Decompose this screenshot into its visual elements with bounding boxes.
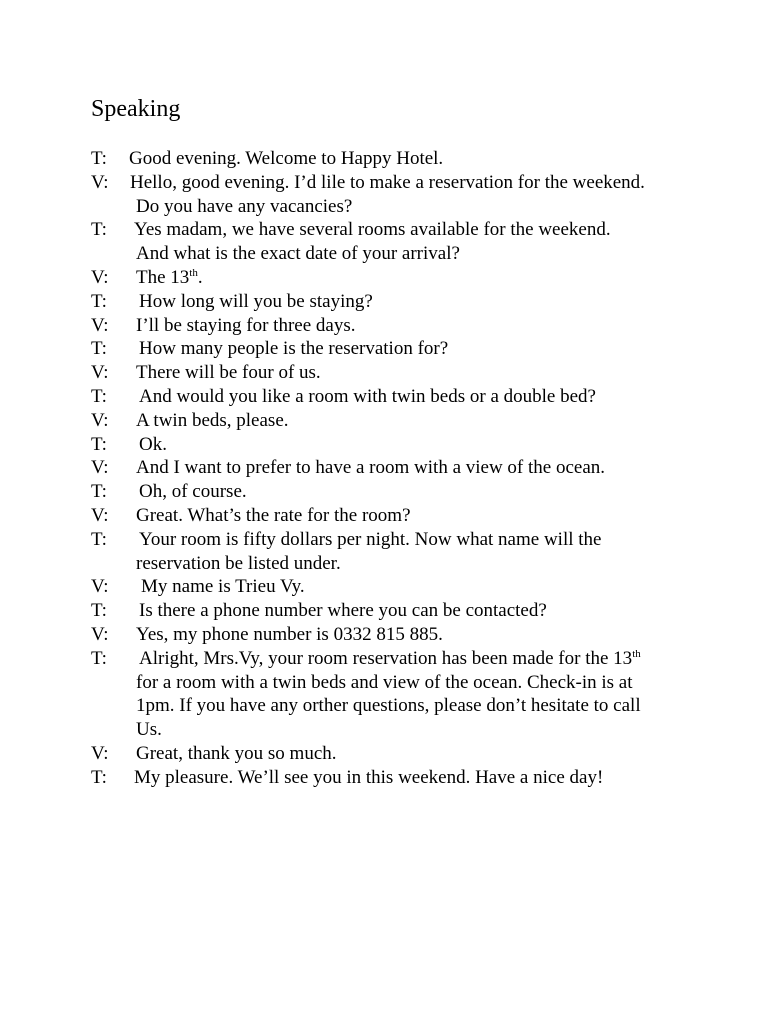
- dialogue-line: [91, 742, 711, 766]
- page-title: Speaking: [91, 96, 181, 122]
- dialogue-line: [91, 171, 711, 195]
- dialogue-line: [91, 337, 711, 361]
- dialogue-line: [91, 671, 711, 695]
- dialogue-text: And I want to prefer to have a room with a view of the ocean.: [136, 457, 606, 479]
- dialogue-text: for a room with a twin beds and view of the ocean. Check-in is at: [136, 671, 633, 693]
- ordinal-superscript: th: [189, 266, 198, 279]
- speaker-label: T:: [91, 647, 107, 669]
- dialogue-text: Do you have any vacancies?: [136, 195, 353, 217]
- dialogue-line: [91, 290, 711, 314]
- speaker-label: T:: [91, 433, 107, 455]
- dialogue-text: How many people is the reservation for?: [139, 338, 449, 360]
- dialogue-line: [91, 575, 711, 599]
- speaker-label: V:: [91, 504, 109, 526]
- speaker-label: T:: [91, 219, 107, 241]
- dialogue-line: [91, 195, 711, 219]
- dialogue-line: [91, 218, 711, 242]
- dialogue-text: Ok.: [139, 433, 167, 455]
- dialogue-text: Hello, good evening. I’d lile to make a reservation for the weekend.: [130, 171, 645, 193]
- dialogue-text: Yes madam, we have several rooms available for the weekend.: [134, 219, 611, 241]
- dialogue-line: [91, 433, 711, 457]
- dialogue-line: [91, 504, 711, 528]
- text-segment: The 13: [136, 266, 190, 288]
- speaker-label: T:: [91, 148, 107, 169]
- dialogue-line: [91, 623, 711, 647]
- speaker-label: V:: [91, 742, 109, 764]
- dialogue-line: [91, 552, 711, 576]
- dialogue-line: [91, 647, 711, 671]
- dialogue-text: Is there a phone number where you can be contacted?: [139, 600, 547, 622]
- dialogue-line: [91, 599, 711, 623]
- dialogue-text: I’ll be staying for three days.: [136, 314, 356, 336]
- speaker-label: V:: [91, 314, 109, 336]
- dialogue-line: [91, 147, 711, 171]
- dialogue-text: reservation be listed under.: [136, 552, 341, 574]
- speaker-label: V:: [91, 409, 109, 431]
- dialogue-line: [91, 314, 711, 338]
- text-segment: Alright, Mrs.Vy, your room reservation has been made for the 13: [139, 647, 633, 669]
- speaker-label: T:: [91, 338, 107, 360]
- ordinal-superscript: th: [632, 647, 641, 660]
- dialogue-text: And what is the exact date of your arrival?: [136, 243, 460, 265]
- dialogue-text: There will be four of us.: [136, 362, 321, 384]
- speaker-label: T:: [91, 290, 107, 312]
- dialogue-line: [91, 242, 711, 266]
- dialogue-text: [91, 647, 711, 671]
- dialogue-line: [91, 456, 711, 480]
- dialogue-line: [91, 528, 711, 552]
- speaker-label: V:: [91, 623, 109, 645]
- speaker-label: V:: [91, 576, 109, 598]
- text-segment: .: [197, 266, 203, 288]
- dialogue-text: Great, thank you so much.: [136, 742, 337, 764]
- dialogue-text: My name is Trieu Vy.: [141, 576, 305, 598]
- dialogue-text: Oh, of course.: [139, 481, 247, 503]
- speaker-label: V:: [91, 362, 109, 384]
- speaker-label: T:: [91, 481, 107, 503]
- speaker-label: T:: [91, 766, 107, 788]
- dialogue-text: How long will you be staying?: [139, 290, 373, 312]
- speaker-label: V:: [91, 171, 109, 193]
- dialogue-transcript: [91, 147, 711, 790]
- dialogue-line: [91, 409, 711, 433]
- dialogue-text: My pleasure. We’ll see you in this weekend. Have a nice day!: [134, 766, 604, 788]
- speaker-label: T:: [91, 600, 107, 622]
- dialogue-text: 1pm. If you have any orther questions, please don’t hesitate to call: [136, 695, 641, 717]
- dialogue-line: [91, 694, 711, 718]
- dialogue-line: [91, 385, 711, 409]
- speaker-label: T:: [91, 385, 107, 407]
- dialogue-line: [91, 718, 711, 742]
- dialogue-line: [91, 480, 711, 504]
- speaker-label: V:: [91, 457, 109, 479]
- dialogue-text: Us.: [136, 719, 162, 741]
- dialogue-text: Good evening. Welcome to Happy Hotel.: [129, 148, 444, 169]
- dialogue-text: [91, 266, 711, 290]
- dialogue-line: [91, 766, 711, 790]
- dialogue-text: A twin beds, please.: [136, 409, 289, 431]
- dialogue-line: [91, 266, 711, 290]
- speaker-label: V:: [91, 266, 109, 288]
- dialogue-text: Yes, my phone number is 0332 815 885.: [136, 623, 443, 645]
- speaker-label: T:: [91, 528, 107, 550]
- dialogue-line: [91, 361, 711, 385]
- dialogue-text: And would you like a room with twin beds or a double bed?: [139, 385, 596, 407]
- dialogue-text: Great. What’s the rate for the room?: [136, 504, 411, 526]
- dialogue-text: Your room is fifty dollars per night. Now what name will the: [139, 528, 602, 550]
